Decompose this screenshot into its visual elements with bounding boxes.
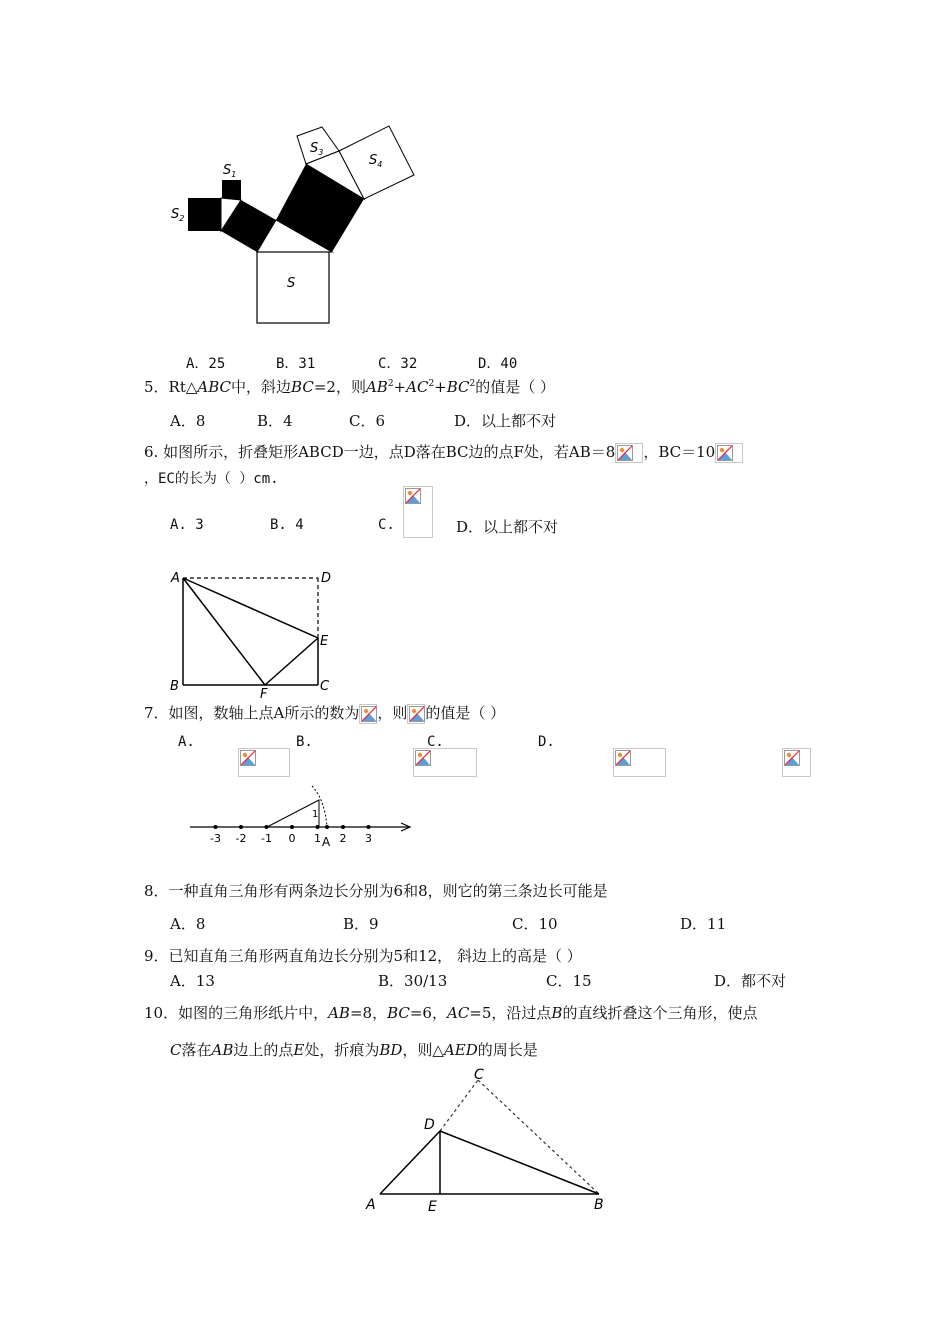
axis-tick-label: 1 (314, 832, 321, 845)
broken-image-icon (413, 748, 477, 777)
figure-pythagoras-squares (160, 120, 430, 330)
broken-image-icon (403, 486, 433, 538)
label-f: F (260, 687, 268, 702)
label-c: C (320, 679, 330, 694)
label-s1: $S_1$ (223, 163, 237, 179)
figure-folded-triangle (360, 1062, 620, 1217)
label-a: A (366, 1197, 376, 1213)
q4-option-c: C．32 (378, 356, 418, 372)
broken-image-icon (359, 704, 377, 724)
label-e: E (428, 1199, 437, 1215)
q6-option-c: C. (378, 517, 395, 533)
label-a: A (171, 571, 180, 586)
q8-question: 8．一种直角三角形有两条边长分别为6和8，则它的第三条边长可能是 (144, 882, 608, 900)
axis-tick-label: -1 (261, 832, 272, 845)
q9-option-b: B．30/13 (378, 972, 448, 990)
q6-option-a: A. 3 (170, 517, 204, 533)
label-s3: $S_3$ (310, 141, 324, 157)
q7-option-b: B. (296, 734, 313, 750)
q5-question: 5．Rt△ABC中，斜边BC=2，则$AB^2+AC^2+BC^2$的值是（ ） (144, 378, 556, 396)
q8-option-a: A．8 (170, 915, 206, 933)
q5-option-d: D．以上都不对 (454, 412, 557, 430)
square-s2 (188, 198, 221, 231)
label-s: S (287, 276, 296, 291)
q9-question: 9．已知直角三角形两直角边长分别为5和12， 斜边上的高是（ ） (144, 947, 582, 965)
q9-option-d: D．都不对 (714, 972, 787, 990)
axis-tick-dot (214, 825, 218, 829)
figure-folded-rectangle (165, 565, 340, 705)
q7-question: 7．如图，数轴上点A所示的数为 ，则 的值是（ ） (144, 704, 506, 722)
axis-tick-dot (367, 825, 371, 829)
label-d: D (424, 1117, 435, 1133)
broken-image-icon (238, 748, 290, 777)
q8-option-b: B．9 (343, 915, 379, 933)
broken-image-icon (613, 748, 666, 777)
q7-option-c: C. (427, 734, 444, 750)
figure-number-line (185, 780, 420, 850)
q5-option-b: B．4 (257, 412, 293, 430)
label-b: B (594, 1197, 604, 1213)
broken-image-icon (782, 748, 811, 777)
q9-option-a: A．13 (170, 972, 215, 990)
q4-option-d: D．40 (478, 356, 518, 372)
axis-tick-label: 2 (339, 832, 347, 845)
label-s2: $S_2$ (171, 207, 185, 223)
broken-image-icon (615, 443, 643, 463)
axis-tick-label: 3 (365, 832, 372, 845)
q8-option-d: D．11 (680, 915, 727, 933)
q7-option-d: D. (538, 734, 555, 750)
label-b: B (170, 679, 179, 694)
q5-option-a: A．8 (170, 412, 206, 430)
q6-question-line2: ，EC的长为（ ）cm. (144, 471, 279, 487)
axis-tick-dot (239, 825, 243, 829)
q10-question-line1: 10．如图的三角形纸片中，AB=8，BC=6，AC=5，沿过点B的直线折叠这个三角形，使点 (144, 1004, 758, 1022)
axis-tick-label: -3 (210, 832, 221, 845)
q7-option-a: A. (178, 734, 195, 750)
q4-option-a: A．25 (186, 356, 226, 372)
broken-image-icon (407, 704, 425, 724)
q9-option-c: C．15 (546, 972, 592, 990)
q6-question-line1: 6. 如图所示，折叠矩形ABCD一边，点D落在BC边的点F处，若AB＝8 ，BC＝10 (144, 441, 743, 463)
axis-tick-label: 0 (288, 832, 296, 845)
axis-tick-dot (341, 825, 345, 829)
square-s1 (222, 180, 241, 200)
q6-option-b: B. 4 (270, 517, 304, 533)
label-d: D (321, 571, 332, 586)
label-point-a: A (322, 835, 331, 849)
q6-option-d: D．以上都不对 (456, 518, 559, 536)
label-one: 1 (312, 809, 319, 820)
q4-option-b: B．31 (276, 356, 316, 372)
label-e: E (320, 634, 329, 649)
q10-question-line2: C落在AB边上的点E处，折痕为BD，则△AED的周长是 (170, 1041, 538, 1059)
broken-image-icon (715, 443, 743, 463)
q8-option-c: C．10 (512, 915, 558, 933)
label-s4: $S_4$ (369, 153, 383, 169)
q5-option-c: C．6 (349, 412, 386, 430)
axis-tick-label: -2 (235, 832, 247, 845)
label-c: C (474, 1067, 484, 1083)
